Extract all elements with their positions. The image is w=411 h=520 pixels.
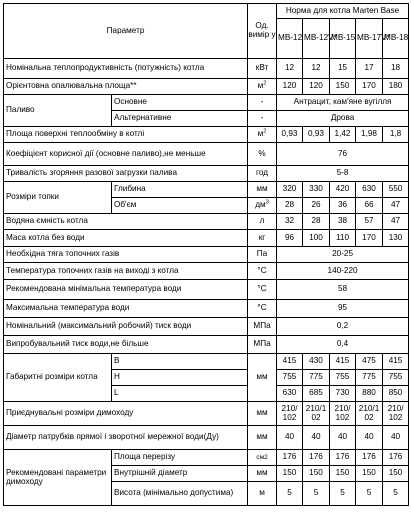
value-cell: 40 [277,426,303,450]
header-model: МВ-17V* [356,19,383,59]
param-label: Габаритні розміри котла [4,354,112,402]
value-cell: 17 [356,59,383,79]
value-cell: 76 [277,143,409,166]
unit-cell: см2 [248,450,277,466]
unit-superscript: 2 [263,80,267,87]
value-cell: 130 [383,230,409,247]
param-label: Температура топочних газів на виході з котла [4,263,248,280]
value-cell: 150 [303,466,330,482]
value-cell: 685 [303,386,330,402]
value-cell: 755 [277,370,303,386]
value-cell: 15 [330,59,356,79]
header-norm: Норма для котла Marten Base [277,4,409,19]
unit-cell: °С [248,300,277,318]
value-cell: 40 [303,426,330,450]
value-cell: 18 [383,59,409,79]
param-label: Номінальний (максимальний робочий) тиск води [4,318,248,336]
value-cell: 415 [383,354,409,370]
unit-cell: МПа [248,318,277,336]
value-cell: 12 [277,59,303,79]
table-row [4,426,409,450]
unit-cell: Па [248,247,277,263]
value-cell: 40 [330,426,356,450]
unit-base: дм [255,200,266,210]
value-cell: 38 [330,214,356,230]
unit-cell: м [248,482,277,506]
value-cell: 28 [277,198,303,214]
table-row [4,318,409,336]
value-cell: 5 [303,482,330,506]
param-label: Площа поверхні теплообміну в котлі [4,127,248,143]
value-cell: 26 [303,198,330,214]
table-row [4,336,409,354]
value-cell: 170 [356,230,383,247]
unit-cell: - [248,95,277,111]
table-row [4,402,409,426]
value-cell: 755 [330,370,356,386]
param-label: Номінальна теплопродуктивність (потужність) котла [4,59,248,79]
value-cell: 40 [356,426,383,450]
value-cell: 5 [356,482,383,506]
sub-label: Глибина [112,182,248,198]
value-cell: 176 [330,450,356,466]
value-cell: 775 [303,370,330,386]
value-cell: 475 [356,354,383,370]
value-cell: 40 [383,426,409,450]
header-model: МВ-15 [330,19,356,59]
param-label: Тривалість згоряння разової загрузки палива [4,166,248,182]
value-cell: 1,98 [356,127,383,143]
table-row [4,182,409,198]
sub-label: Альтернативне [112,111,248,127]
header-unit: Од. вимір у [248,4,277,59]
unit-cell: - [248,111,277,127]
value-cell: 0,93 [303,127,330,143]
value-cell: 47 [383,214,409,230]
value-cell: 0,4 [277,336,409,354]
table-row [4,247,409,263]
unit-base: м [257,129,264,139]
header-parameter: Параметр [4,4,248,59]
value-cell: 66 [356,198,383,214]
sub-label: Основне [112,95,248,111]
table-row [4,354,409,370]
value-cell: 880 [356,386,383,402]
table-row [4,230,409,247]
value-cell: 120 [303,79,330,95]
table-row [4,280,409,300]
value-cell: 20-25 [277,247,409,263]
param-label: Маса котла без води [4,230,248,247]
value-cell: 176 [277,450,303,466]
param-label: Паливо [4,95,112,127]
table-row [4,263,409,280]
table-row [4,450,409,466]
table-row [4,214,409,230]
table-row [4,59,409,79]
value-cell: 150 [383,466,409,482]
value-cell: 28 [303,214,330,230]
value-cell: 850 [383,386,409,402]
value-cell: 415 [277,354,303,370]
value-cell: 176 [356,450,383,466]
value-cell: 755 [383,370,409,386]
value-cell: 150 [277,466,303,482]
value-cell: 32 [277,214,303,230]
table-row [4,95,409,111]
value-cell: 58 [277,280,409,300]
value-cell: 150 [330,79,356,95]
value-cell: 110 [330,230,356,247]
unit-cell: год [248,166,277,182]
value-cell: 47 [383,198,409,214]
value-cell: 730 [330,386,356,402]
unit-cell: мм [248,402,277,426]
value-cell: 430 [303,354,330,370]
value-cell: 170 [356,79,383,95]
value-cell: 150 [356,466,383,482]
unit-superscript: 3 [265,199,269,206]
value-cell: 210/ 102 [383,402,409,426]
unit-cell: МПа [248,336,277,354]
specifications-table [3,3,409,506]
value-cell: 57 [356,214,383,230]
unit-cell: мм [248,426,277,450]
table-row [4,166,409,182]
sub-label: L [112,386,248,402]
table-row [4,143,409,166]
unit-cell: °С [248,263,277,280]
value-cell: 12 [303,59,330,79]
unit-cell [248,198,277,214]
value-cell: 5-8 [277,166,409,182]
param-label: Орієнтовна опалювальна площа** [4,79,248,95]
unit-cell: кг [248,230,277,247]
value-cell: 630 [356,182,383,198]
header-model: МВ-18 [383,19,409,59]
param-label: Водяна ємність котла [4,214,248,230]
value-cell: 550 [383,182,409,198]
unit-cell [248,79,277,95]
value-cell: 150 [330,466,356,482]
value-cell: 1,42 [330,127,356,143]
param-label: Необхідна тяга топочних газів [4,247,248,263]
value-cell: 120 [277,79,303,95]
header-model: МВ-12 [277,19,303,59]
value-cell: 210/1 02 [356,402,383,426]
value-cell: 176 [383,450,409,466]
value-cell: 96 [277,230,303,247]
param-label: Випробувальний тиск води,не більше [4,336,248,354]
value-cell: 100 [303,230,330,247]
value-cell: 210/1 02 [303,402,330,426]
unit-superscript: 2 [263,128,267,135]
value-cell: 320 [277,182,303,198]
param-label: Максимальна температура води [4,300,248,318]
value-cell: Дрова [277,111,409,127]
value-cell: 415 [330,354,356,370]
param-label: Приєднувальні розміри димоходу [4,402,248,426]
value-cell: 5 [383,482,409,506]
sub-label: Н [112,370,248,386]
value-cell: 5 [277,482,303,506]
unit-cell: мм [248,354,277,402]
value-cell: 0,2 [277,318,409,336]
value-cell: 630 [277,386,303,402]
sub-label: Площа перерізу [112,450,248,466]
unit-cell: мм [248,466,277,482]
value-cell: 140-220 [277,263,409,280]
unit-cell: % [248,143,277,166]
value-cell: 5 [330,482,356,506]
value-cell: 176 [303,450,330,466]
value-cell: 210/ 102 [277,402,303,426]
value-cell: Антрацит, кам'яне вугілля [277,95,409,111]
unit-cell: мм [248,182,277,198]
param-label: Розміри топки [4,182,112,214]
value-cell: 1,8 [383,127,409,143]
sub-label: Внутрішній діаметр [112,466,248,482]
value-cell: 180 [383,79,409,95]
value-cell: 95 [277,300,409,318]
value-cell: 775 [356,370,383,386]
param-label: Коефіцієнт корисної дії (основне паливо),не меньше [4,143,248,166]
value-cell: 0,93 [277,127,303,143]
unit-cell: л [248,214,277,230]
value-cell: 210/ 102 [330,402,356,426]
unit-cell [248,127,277,143]
sub-label: Об'єм [112,198,248,214]
unit-cell: °С [248,280,277,300]
table-row [4,127,409,143]
table-row [4,79,409,95]
sub-label: Висота (мінімально допустима) [112,482,248,506]
param-label: Рекомендовані параметри димоходу [4,450,112,506]
unit-cell: кВт [248,59,277,79]
param-label: Діаметр патрубків прямої і зворотної мережної води(Ду) [4,426,248,450]
value-cell: 420 [330,182,356,198]
sub-label: В [112,354,248,370]
value-cell: 36 [330,198,356,214]
header-model: МВ-12V* [303,19,330,59]
value-cell: 330 [303,182,330,198]
table-row [4,300,409,318]
param-label: Рекомендована мінімальна температура води [4,280,248,300]
unit-base: м [257,81,264,91]
